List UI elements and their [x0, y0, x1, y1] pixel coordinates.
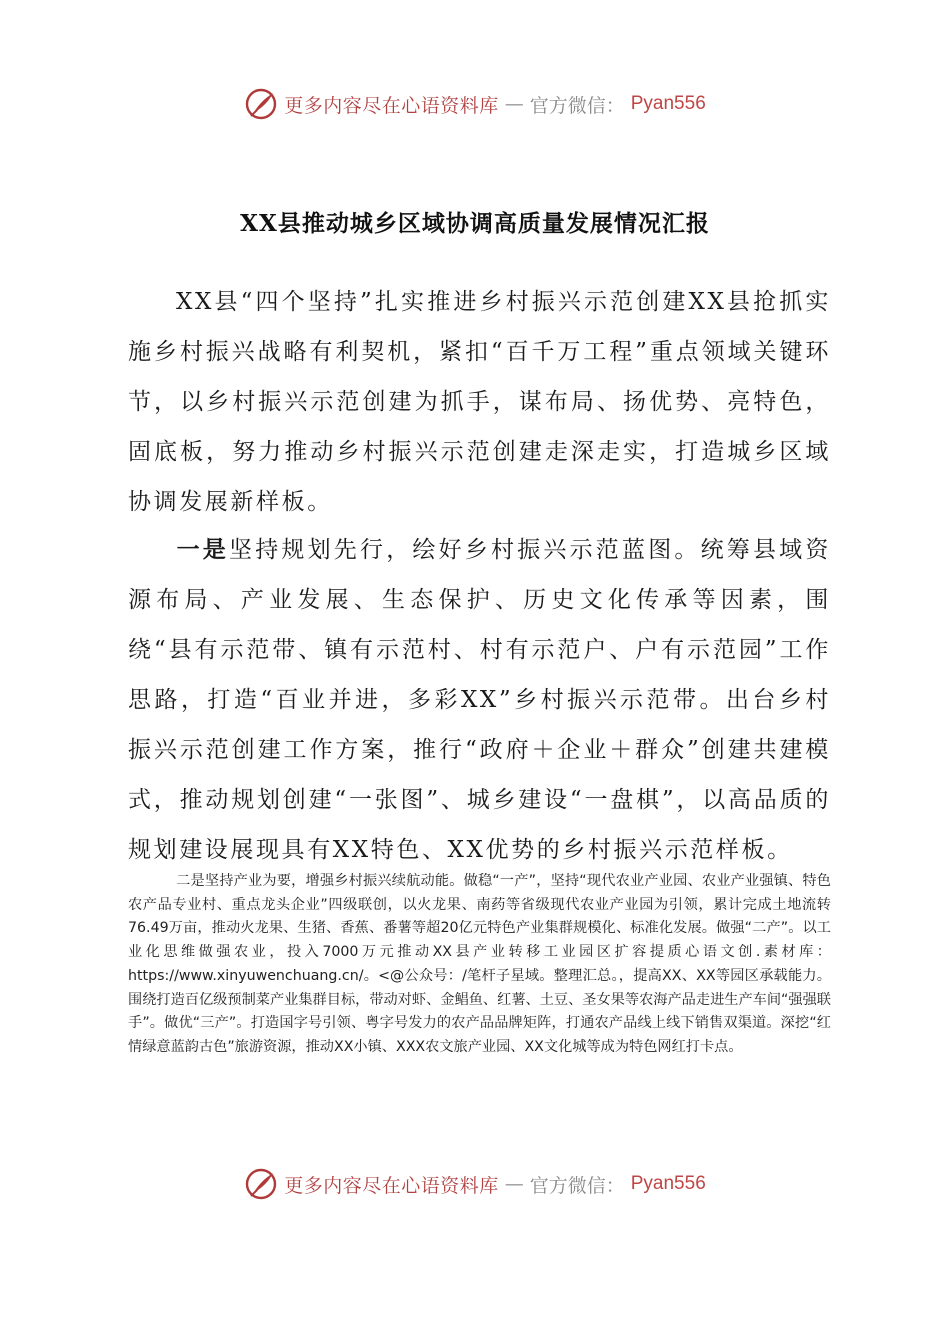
watermark-text: 更多内容尽在心语资料库 [284, 1174, 499, 1197]
watermark-side-label: 官方微信： [529, 1174, 625, 1197]
watermark-wechat-id: Pyan556 [630, 1173, 706, 1194]
quill-pen-icon [244, 87, 278, 121]
intro-paragraph [128, 277, 831, 527]
intro-text: XX县“四个坚持”扎实推进乡村振兴示范创建XX县抢抓实施乡村振兴战略有利契机，紧扣“百千万工程”重点领域关键环节，以乡村振兴示范创建为抓手，谋布局、扬优势、亮特色，固底板，努力推动乡村振兴示范创建走深走实，打造城乡区域协调发展新样板。 [128, 289, 831, 515]
watermark-text: 更多内容尽在心语资料库 [284, 94, 499, 117]
watermark-separator: — [504, 1173, 524, 1195]
point-two-paragraph [128, 870, 831, 1060]
header-watermark [0, 84, 950, 124]
point-one-text: 坚持规划先行，绘好乡村振兴示范蓝图。统筹县域资源布局、产业发展、生态保护、历史文化传承等因素，围绕“县有示范带、镇有示范村、村有示范户、户有示范园”工作思路，打造“百业并进，多彩XX”乡村振兴示范带。出台乡村振兴示范创建工作方案，推行“政府＋企业＋群众”创建共建模式，推动规划创建“一张图”、城乡建设“一盘棋”，以高品质的规划建设展现具有XX特色、XX优势的乡村振兴示范样板。 [128, 537, 831, 863]
point-two-text: 二是坚持产业为要，增强乡村振兴续航动能。做稳“一产”，坚持“现代农业产业园、农业产业强镇、特色农产品专业村、重点龙头企业”四级联创，以火龙果、南药等省级现代农业产业园为引领，累计完成土地流转76.49万亩，推动火龙果、生猪、香蕉、番薯等超20亿元特色产业集群规模化、标准化发展。做强“二产”。以工业化思维做强农业，投入7000万元推动XX县产业转移工业园区扩容提质心语文创.素材库：https://www.xinyuwenchuang.cn/。<@公众号：/笔杆子星域。整理汇总。，提高XX、XX等园区承载能力。围绕打造百亿级预制菜产业集群目标，带动对虾、金鲳鱼、红薯、土豆、圣女果等农海产品走进生产车间“强强联手”。做优“三产”。打造国字号引领、粤字号发力的农产品品牌矩阵，打通农产品线上线下销售双渠道。深挖“红情绿意蓝韵古色”旅游资源，推动XX小镇、XXX农文旅产业园、XX文化城等成为特色网红打卡点。 [128, 873, 831, 1055]
document-title: XX县推动城乡区域协调高质量发展情况汇报 [240, 210, 710, 237]
footer-watermark [0, 1164, 950, 1204]
point-one-paragraph [128, 525, 831, 875]
point-one-lead: 一是 [176, 536, 229, 563]
watermark-wechat-id: Pyan556 [630, 93, 706, 114]
watermark-side-label: 官方微信： [529, 94, 625, 117]
quill-pen-icon [244, 1167, 278, 1201]
watermark-separator: — [504, 93, 524, 115]
